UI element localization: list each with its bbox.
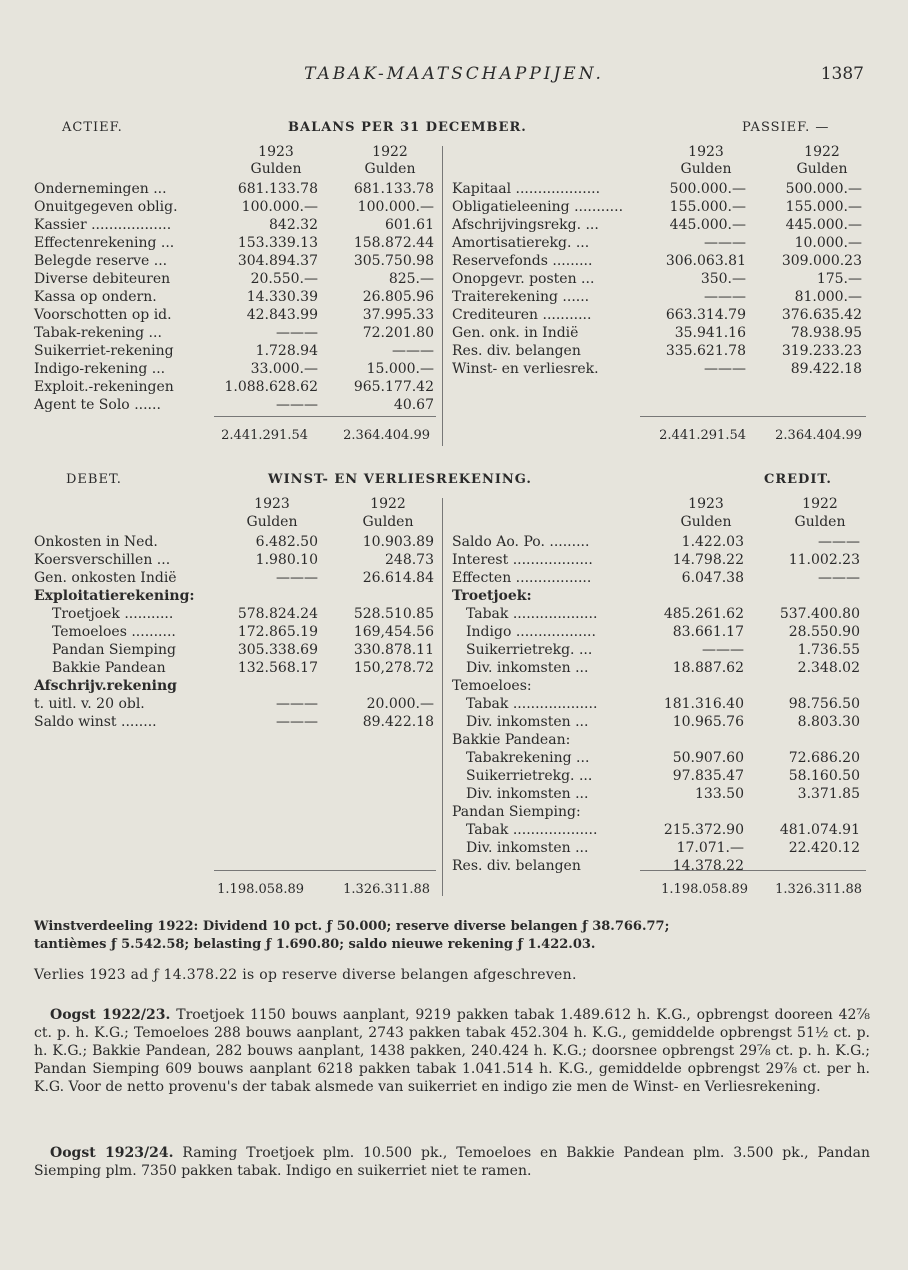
table-row: Agent te Solo ...... ——— 40.67 (34, 397, 434, 413)
pnl-credit-year-b: 1922 (802, 496, 838, 512)
table-row: Exploitatierekening: (34, 588, 195, 604)
running-title: TABAK-MAATSCHAPPIJEN. (304, 64, 604, 84)
table-row: Koersverschillen ... 1.980.10 248.73 (34, 552, 434, 568)
pnl-credit-unit-a: Gulden (680, 514, 732, 530)
pnl-debit-year-a: 1923 (254, 496, 290, 512)
pnl-debit-unit-b: Gulden (362, 514, 414, 530)
table-row: Div. inkomsten ... 18.887.62 2.348.02 (466, 660, 860, 676)
credit-table (452, 533, 860, 875)
debit-total-b: 1.326.311.88 (343, 882, 430, 897)
assets-table (34, 180, 434, 414)
table-row: t. uitl. v. 20 obl. ——— 20.000.— (34, 696, 434, 712)
table-row: Effectenrekening ... 153.339.13 158.872.44 (34, 235, 434, 251)
passief-label: PASSIEF. — (742, 120, 830, 135)
assets-total-a: 2.441.291.54 (221, 428, 308, 443)
table-row: Onuitgegeven oblig. 100.000.— 100.000.— (34, 199, 434, 215)
table-row: Onopgevr. posten ... 350.— 175.— (452, 271, 862, 287)
table-row: Tabak ................... 485.261.62 537.400.80 (466, 606, 860, 622)
pnl-divider (442, 498, 443, 896)
table-row: Div. inkomsten ... 10.965.76 8.803.30 (466, 714, 860, 730)
credit-label: CREDIT. (764, 472, 832, 487)
table-row: Tabak ................... 215.372.90 481.074.91 (466, 822, 860, 838)
page-number: 1387 (820, 64, 864, 84)
credit-total-a: 1.198.058.89 (661, 882, 748, 897)
table-row: Tabak ................... 181.316.40 98.756.50 (466, 696, 860, 712)
table-row: Tabak-rekening ... ——— 72.201.80 (34, 325, 434, 341)
table-row: Suikerriet-rekening 1.728.94 ——— (34, 343, 434, 359)
oogst-1922-body: Troetjoek 1150 bouws aanplant, 9219 pakken tabak 1.489.612 h. K.G., opbrengst dooreen 42⅞ ct. p. h. K.G.; Temoeloes 288 bouws aanplant, 2743 pakken tabak 452.304 h. K.G., gemiddelde opbrengst 51½ ct. p. h. K.G.; Bakkie Pandean, 282 bouws aanplant, 1438 pakken, 240.424 h. K.G.; doorsnee opbrengst 29⅞ ct. p. h. K.G.; Pandan Siemping 609 bouws aanplant 6218 pakken tabak 1.041.514 h. K.G., gemiddelde opbrengst 29⅞ ct. per h. K.G. Voor de netto provenu's der tabak alsmede van suikerriet en indigo zie men de Winst- en Verliesrekening. (34, 1007, 870, 1095)
debit-table (34, 533, 434, 731)
debet-label: DEBET. (66, 472, 122, 487)
table-row: Res. div. belangen 335.621.78 319.233.23 (452, 343, 862, 359)
oogst-1922-paragraph (34, 1006, 870, 1096)
table-row: Obligatieleening ........... 155.000.— 155.000.— (452, 199, 862, 215)
table-row: Troetjoek: (452, 588, 532, 604)
table-row: Belegde reserve ... 304.894.37 305.750.98 (34, 253, 434, 269)
table-row: Tabakrekening ... 50.907.60 72.686.20 (466, 750, 860, 766)
credit-total-b: 1.326.311.88 (775, 882, 862, 897)
credit-total-rule (640, 870, 866, 871)
table-row: Pandan Siemping: (452, 804, 581, 820)
pnl-title: WINST- EN VERLIESREKENING. (268, 472, 532, 487)
table-row: Amortisatierekg. ... ——— 10.000.— (452, 235, 862, 251)
table-row: Afschrijv.rekening (34, 678, 177, 694)
liab-total-rule (640, 416, 866, 417)
debit-total-rule (214, 870, 436, 871)
bal-liab-year-b: 1922 (804, 144, 840, 160)
table-row: Temoeloes .......... 172.865.19 169,454.56 (52, 624, 434, 640)
table-row: Traiterekening ...... ——— 81.000.— (452, 289, 862, 305)
bal-liab-unit-b: Gulden (796, 161, 848, 177)
table-row: Pandan Siemping 305.338.69 330.878.11 (52, 642, 434, 658)
table-row: Saldo Ao. Po. ......... 1.422.03 ——— (452, 534, 860, 550)
table-row: Kapitaal ................... 500.000.— 500.000.— (452, 181, 862, 197)
verlies-paragraph: Verlies 1923 ad ƒ 14.378.22 is op reserve diverse belangen afgeschreven. (34, 967, 577, 983)
table-row: Div. inkomsten ... 17.071.— 22.420.12 (466, 840, 860, 856)
table-row: Troetjoek ........... 578.824.24 528.510.85 (52, 606, 434, 622)
bal-assets-year-a: 1923 (258, 144, 294, 160)
balans-title: BALANS PER 31 DECEMBER. (288, 120, 527, 135)
table-row: Gen. onkosten Indië ——— 26.614.84 (34, 570, 434, 586)
table-row: Suikerrietrekg. ... ——— 1.736.55 (466, 642, 860, 658)
bal-liab-year-a: 1923 (688, 144, 724, 160)
table-row: Gen. onk. in Indië 35.941.16 78.938.95 (452, 325, 862, 341)
table-row: Ondernemingen ... 681.133.78 681.133.78 (34, 181, 434, 197)
balans-divider (442, 146, 443, 446)
table-row: Temoeloes: (452, 678, 532, 694)
assets-total-rule (214, 416, 436, 417)
table-row: Onkosten in Ned. 6.482.50 10.903.89 (34, 534, 434, 550)
oogst-1923-heading: Oogst 1923/24. (50, 1145, 174, 1161)
table-row: Reservefonds ......... 306.063.81 309.000.23 (452, 253, 862, 269)
table-row: Div. inkomsten ... 133.50 3.371.85 (466, 786, 860, 802)
table-row: Indigo-rekening ... 33.000.— 15.000.— (34, 361, 434, 377)
table-row: Kassier .................. 842.32 601.61 (34, 217, 434, 233)
oogst-1923-body: Raming Troetjoek plm. 10.500 pk., Temoeloes en Bakkie Pandean plm. 3.500 pk., Pandan Siemping plm. 7350 pakken tabak. Indigo en suikerriet niet te ramen. (34, 1145, 870, 1179)
winstverdeeling-line-2: tantièmes ƒ 5.542.58; belasting ƒ 1.690.80; saldo nieuwe rekening ƒ 1.422.03. (34, 937, 596, 952)
pnl-credit-year-a: 1923 (688, 496, 724, 512)
assets-total-b: 2.364.404.99 (343, 428, 430, 443)
table-row: Exploit.-rekeningen 1.088.628.62 965.177.42 (34, 379, 434, 395)
table-row: Saldo winst ........ ——— 89.422.18 (34, 714, 434, 730)
bal-assets-unit-a: Gulden (250, 161, 302, 177)
liab-total-b: 2.364.404.99 (775, 428, 862, 443)
winstverdeeling-line-1: Winstverdeeling 1922: Dividend 10 pct. ƒ 50.000; reserve diverse belangen ƒ 38.766.77; (34, 919, 670, 934)
table-row: Bakkie Pandean: (452, 732, 571, 748)
winstverdeeling-paragraph (34, 918, 870, 954)
debit-total-a: 1.198.058.89 (217, 882, 304, 897)
bal-assets-unit-b: Gulden (364, 161, 416, 177)
table-row: Interest .................. 14.798.22 11.002.23 (452, 552, 860, 568)
table-row: Kassa op ondern. 14.330.39 26.805.96 (34, 289, 434, 305)
table-row: Res. div. belangen 14.378.22 (452, 858, 744, 874)
actief-label: ACTIEF. (62, 120, 123, 135)
oogst-1922-heading: Oogst 1922/23. (50, 1007, 171, 1023)
bal-liab-unit-a: Gulden (680, 161, 732, 177)
table-row: Suikerrietrekg. ... 97.835.47 58.160.50 (466, 768, 860, 784)
liabilities-table (452, 180, 862, 378)
table-row: Winst- en verliesrek. ——— 89.422.18 (452, 361, 862, 377)
table-row: Bakkie Pandean 132.568.17 150,278.72 (52, 660, 434, 676)
pnl-debit-unit-a: Gulden (246, 514, 298, 530)
oogst-1923-paragraph (34, 1144, 870, 1180)
table-row: Afschrijvingsrekg. ... 445.000.— 445.000.— (452, 217, 862, 233)
liab-total-a: 2.441.291.54 (659, 428, 746, 443)
table-row: Voorschotten op id. 42.843.99 37.995.33 (34, 307, 434, 323)
table-row: Diverse debiteuren 20.550.— 825.— (34, 271, 434, 287)
pnl-debit-year-b: 1922 (370, 496, 406, 512)
bal-assets-year-b: 1922 (372, 144, 408, 160)
table-row: Crediteuren ........... 663.314.79 376.635.42 (452, 307, 862, 323)
table-row: Effecten ................. 6.047.38 ——— (452, 570, 860, 586)
pnl-credit-unit-b: Gulden (794, 514, 846, 530)
table-row: Indigo .................. 83.661.17 28.550.90 (466, 624, 860, 640)
